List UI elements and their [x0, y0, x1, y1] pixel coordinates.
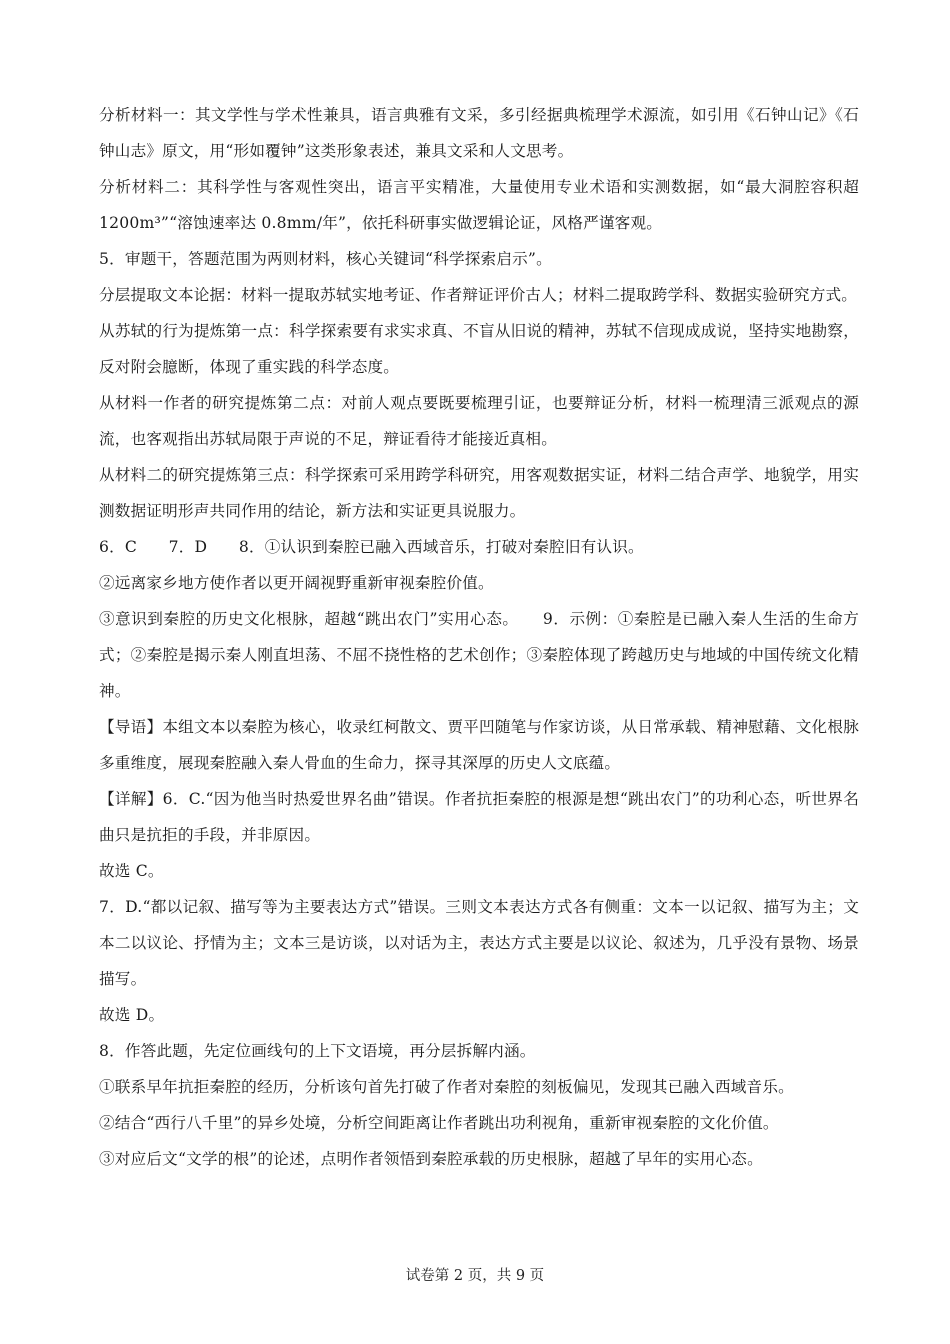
- paragraph: 6．C 7．D 8．①认识到秦腔已融入西域音乐，打破对秦腔旧有认识。: [99, 538, 644, 556]
- paragraph: ①联系早年抗拒秦腔的经历，分析该句首先打破了作者对秦腔的刻板偏见，发现其已融入西域音乐。: [99, 1078, 794, 1096]
- document-body: [99, 97, 859, 1177]
- paragraph: 故选 C。: [99, 862, 164, 880]
- paragraph: 【详解】6．C.“因为他当时热爱世界名曲”错误。作者抗拒秦腔的根源是想“跳出农门”的功利心态，听世界名曲只是抗拒的手段，并非原因。: [99, 790, 859, 844]
- paragraph: ②远离家乡地方使作者以更开阔视野重新审视秦腔价值。: [99, 574, 494, 592]
- paragraph: 分析材料二：其科学性与客观性突出，语言平实精准，大量使用专业术语和实测数据，如“最大洞腔容积超1200m³”“溶蚀速率达 0.8mm/年”，依托科研事实做逻辑论证，风格严谨客观。: [99, 178, 859, 232]
- paragraph: 从材料二的研究提炼第三点：科学探索可采用跨学科研究，用客观数据实证，材料二结合声学、地貌学，用实测数据证明形声共同作用的结论，新方法和实证更具说服力。: [99, 466, 859, 520]
- paragraph: 故选 D。: [99, 1006, 165, 1024]
- paragraph: 8．作答此题，先定位画线句的上下文语境，再分层拆解内涵。: [99, 1042, 536, 1060]
- paragraph: 【导语】本组文本以秦腔为核心，收录红柯散文、贾平凹随笔与作家访谈，从日常承载、精神慰藉、文化根脉多重维度，展现秦腔融入秦人骨血的生命力，探寻其深厚的历史人文底蕴。: [99, 718, 859, 772]
- paragraph: 从苏轼的行为提炼第一点：科学探索要有求实求真、不盲从旧说的精神，苏轼不信现成成说，坚持实地勘察，反对附会臆断，体现了重实践的科学态度。: [99, 322, 859, 376]
- page-footer: 试卷第 2 页，共 9 页: [405, 1268, 545, 1284]
- paragraph: ③对应后文“文学的根”的论述，点明作者领悟到秦腔承载的历史根脉，超越了早年的实用心态。: [99, 1150, 763, 1168]
- paragraph: 从材料一作者的研究提炼第二点：对前人观点要既要梳理引证，也要辩证分析，材料一梳理清三派观点的源流，也客观指出苏轼局限于声说的不足，辩证看待才能接近真相。: [99, 394, 859, 448]
- paragraph: ③意识到秦腔的历史文化根脉，超越“跳出农门”实用心态。 9．示例：①秦腔是已融入秦人生活的生命方式；②秦腔是揭示秦人刚直坦荡、不屈不挠性格的艺术创作；③秦腔体现了跨越历史与地域的中国传统文化精神。: [99, 610, 859, 700]
- paragraph: ②结合“西行八千里”的异乡处境，分析空间距离让作者跳出功利视角，重新审视秦腔的文化价值。: [99, 1114, 779, 1132]
- paragraph: 5．审题干，答题范围为两则材料，核心关键词“科学探索启示”。: [99, 250, 552, 268]
- paragraph: 7．D.“都以记叙、描写等为主要表达方式”错误。三则文本表达方式各有侧重：文本一以记叙、描写为主；文本二以议论、抒情为主；文本三是访谈，以对话为主，表达方式主要是以议论、叙述为，几乎没有景物、场景描写。: [99, 898, 859, 988]
- paragraph: 分析材料一：其文学性与学术性兼具，语言典雅有文采，多引经据典梳理学术源流，如引用《石钟山记》《石钟山志》原文，用“形如覆钟”这类形象表述，兼具文采和人文思考。: [99, 106, 859, 160]
- paragraph: 分层提取文本论据：材料一提取苏轼实地考证、作者辩证评价古人；材料二提取跨学科、数据实验研究方式。: [99, 286, 858, 304]
